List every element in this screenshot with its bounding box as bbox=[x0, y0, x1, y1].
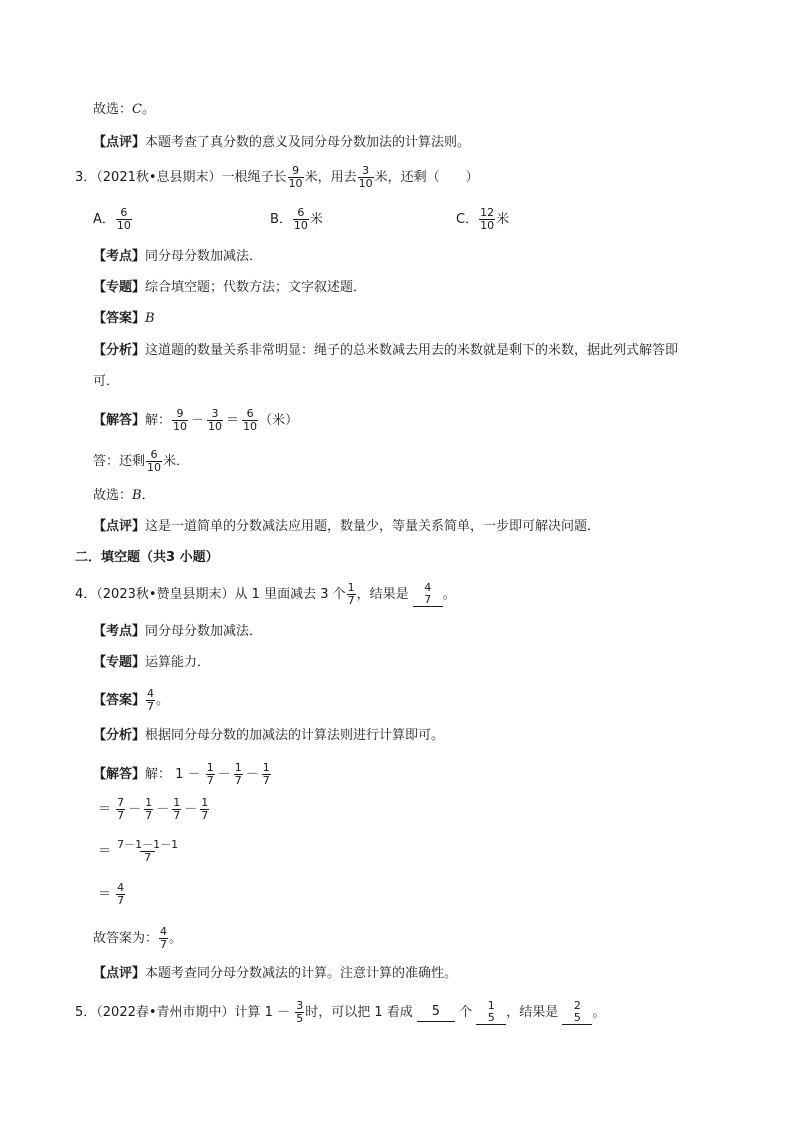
numerator: 4 bbox=[147, 687, 155, 700]
kaodian-text: 同分母分数加减法． bbox=[145, 624, 263, 639]
fraction bbox=[172, 797, 181, 822]
numerator: 1 bbox=[347, 581, 355, 594]
numerator: 9 bbox=[176, 407, 184, 420]
unit: （米） bbox=[259, 413, 299, 428]
fraction bbox=[288, 165, 304, 190]
q4-fenxi bbox=[93, 727, 444, 745]
q3-choice bbox=[93, 487, 155, 505]
q3-answer bbox=[93, 449, 189, 474]
section-title: 二．填空题（共3 小题） bbox=[75, 550, 219, 565]
operator: ＝ bbox=[98, 887, 112, 902]
q5-stem bbox=[75, 1000, 605, 1025]
numerator: 4 bbox=[160, 925, 168, 938]
question-number: 5． bbox=[75, 1005, 97, 1020]
option-unit: 米 bbox=[309, 212, 323, 227]
numerator: 1 bbox=[201, 796, 209, 809]
q3-fenxi bbox=[93, 342, 678, 360]
q3-option-c bbox=[456, 207, 509, 232]
q4-jieda bbox=[93, 762, 272, 787]
dianping-tag: 【点评】 bbox=[93, 966, 146, 981]
zhuanti-text: 运算能力． bbox=[145, 655, 211, 670]
denominator: 10 bbox=[480, 219, 495, 232]
fraction bbox=[295, 1000, 304, 1025]
numerator: 1 bbox=[234, 761, 242, 774]
denominator: 7 bbox=[160, 938, 168, 951]
denominator: 10 bbox=[288, 177, 303, 190]
q3-fenxi-cont bbox=[93, 373, 119, 391]
operator: － bbox=[156, 802, 170, 817]
answer-text: 。 bbox=[169, 931, 183, 946]
fenxi-text: 可． bbox=[93, 374, 120, 389]
numerator: 3 bbox=[362, 164, 370, 177]
q4-daan bbox=[93, 688, 169, 713]
fraction bbox=[116, 207, 132, 232]
operator: ＝ bbox=[226, 413, 240, 428]
stem-text: ，结果是 bbox=[356, 587, 409, 602]
daan-text: B bbox=[145, 311, 155, 326]
daan-tag: 【答案】 bbox=[93, 311, 146, 326]
choice-label: 故选： bbox=[93, 102, 133, 117]
answer-blank-2 bbox=[476, 1000, 506, 1025]
denominator: 5 bbox=[296, 1012, 304, 1025]
numerator: 6 bbox=[120, 206, 128, 219]
operator: ＝ bbox=[98, 802, 112, 817]
zhuanti-tag: 【专题】 bbox=[93, 655, 146, 670]
stem-text: ，结果是 bbox=[506, 1005, 559, 1020]
option-unit: 米 bbox=[496, 212, 510, 227]
fraction bbox=[207, 408, 223, 433]
denominator: 10 bbox=[358, 177, 373, 190]
stem-text: 。 bbox=[592, 1005, 606, 1020]
answer-blank-3 bbox=[562, 1000, 592, 1025]
question-number: 3． bbox=[75, 170, 97, 185]
answer-text: 故答案为： bbox=[93, 931, 159, 946]
q3-zhuanti bbox=[93, 279, 366, 297]
expr-lead: 1 － bbox=[175, 767, 201, 782]
denominator: 7 bbox=[117, 809, 125, 822]
choice-end: ． bbox=[141, 488, 155, 503]
jieda-text: 解： bbox=[145, 767, 172, 782]
choice-end: 。 bbox=[141, 102, 155, 117]
operator: － bbox=[217, 767, 231, 782]
fraction bbox=[262, 762, 271, 787]
denominator: 7 bbox=[424, 593, 432, 606]
numerator: 2 bbox=[573, 999, 581, 1012]
q4-step4 bbox=[98, 882, 126, 907]
numerator: 3 bbox=[296, 999, 304, 1012]
fraction bbox=[293, 207, 309, 232]
numerator: 4 bbox=[117, 881, 125, 894]
zhuanti-tag: 【专题】 bbox=[93, 280, 146, 295]
fraction bbox=[242, 408, 258, 433]
denominator: 10 bbox=[208, 420, 223, 433]
q3-option-a bbox=[93, 207, 133, 232]
denominator: 7 bbox=[145, 809, 153, 822]
numerator: 7 bbox=[117, 796, 125, 809]
answer-text: 米． bbox=[163, 454, 190, 469]
q3-kaodian bbox=[93, 248, 262, 266]
fenxi-tag: 【分析】 bbox=[93, 728, 146, 743]
denominator: 5 bbox=[573, 1011, 581, 1024]
q4-zhuanti bbox=[93, 654, 210, 672]
question-source: （2021秋•息县期末） bbox=[96, 170, 222, 185]
q4-step2 bbox=[98, 797, 210, 822]
numerator: 7－1－1－1 bbox=[117, 838, 179, 851]
kaodian-tag: 【考点】 bbox=[93, 624, 146, 639]
numerator: 1 bbox=[262, 761, 270, 774]
numerator: 6 bbox=[297, 206, 305, 219]
fraction bbox=[347, 582, 356, 607]
operator: － bbox=[245, 767, 259, 782]
denominator: 10 bbox=[116, 219, 131, 232]
comment-tag: 【点评】 bbox=[93, 135, 146, 150]
stem-text: 个 bbox=[459, 1005, 473, 1020]
numerator: 1 bbox=[206, 761, 214, 774]
denominator: 7 bbox=[262, 774, 270, 787]
fraction bbox=[479, 207, 495, 232]
numerator: 4 bbox=[424, 581, 432, 594]
stem-text: 。 bbox=[442, 587, 456, 602]
stem-text: 米，用去 bbox=[304, 170, 357, 185]
answer-text: 答：还剩 bbox=[93, 454, 146, 469]
jieda-tag: 【解答】 bbox=[93, 767, 146, 782]
comment-text: 本题考查了真分数的意义及同分母分数加法的计算法则。 bbox=[145, 135, 471, 150]
answer-blank-1: 5 bbox=[417, 1003, 455, 1022]
fraction bbox=[159, 926, 168, 951]
stem-text: 时，可以把 1 看成 bbox=[305, 1005, 413, 1020]
fraction bbox=[358, 165, 374, 190]
stem-text: 计算 1 － bbox=[234, 1005, 291, 1020]
fraction bbox=[116, 839, 179, 864]
stem-text: 从 1 里面减去 3 个 bbox=[234, 587, 346, 602]
denominator: 7 bbox=[117, 894, 125, 907]
denominator: 10 bbox=[147, 461, 162, 474]
question-source: （2023秋•赞皇县期末） bbox=[96, 587, 235, 602]
fraction bbox=[200, 797, 209, 822]
fenxi-text: 这道题的数量关系非常明显：绳子的总米数减去用去的米数就是剩下的米数，据此列式解答即 bbox=[145, 343, 679, 358]
numerator: 1 bbox=[145, 796, 153, 809]
daan-tag: 【答案】 bbox=[93, 693, 146, 708]
fraction bbox=[144, 797, 153, 822]
numerator: 12 bbox=[480, 206, 495, 219]
q4-step3 bbox=[98, 839, 180, 864]
kaodian-tag: 【考点】 bbox=[93, 249, 146, 264]
dianping-text: 本题考查同分母分数减法的计算。注意计算的准确性。 bbox=[145, 966, 458, 981]
fraction bbox=[573, 1000, 582, 1024]
q3-daan bbox=[93, 310, 155, 328]
question-number: 4． bbox=[75, 587, 97, 602]
choice-letter: C bbox=[132, 102, 142, 117]
q4-stem bbox=[75, 582, 456, 607]
denominator: 10 bbox=[293, 219, 308, 232]
fraction bbox=[116, 882, 125, 907]
choice-label: 故选： bbox=[93, 488, 133, 503]
q3-dianping bbox=[93, 518, 600, 536]
operator: － bbox=[191, 413, 205, 428]
numerator: 9 bbox=[292, 164, 300, 177]
dianping-tag: 【点评】 bbox=[93, 519, 146, 534]
kaodian-text: 同分母分数加减法． bbox=[145, 249, 263, 264]
question-source: （2022春•青州市期中） bbox=[96, 1005, 235, 1020]
q4-kaodian bbox=[93, 623, 262, 641]
numerator: 1 bbox=[487, 999, 495, 1012]
top-choice-line bbox=[93, 101, 155, 119]
operator: － bbox=[184, 802, 198, 817]
denominator: 7 bbox=[206, 774, 214, 787]
fraction bbox=[146, 449, 162, 474]
top-comment-line bbox=[93, 134, 470, 152]
denominator: 7 bbox=[140, 851, 155, 864]
denominator: 7 bbox=[201, 809, 209, 822]
q4-dianping bbox=[93, 965, 457, 983]
answer-blank bbox=[413, 582, 443, 607]
stem-text: 一根绳子长 bbox=[221, 170, 287, 185]
fraction bbox=[172, 408, 188, 433]
fraction bbox=[234, 762, 243, 787]
stem-text: 米，还剩（ ） bbox=[374, 170, 479, 185]
denominator: 5 bbox=[487, 1011, 495, 1024]
numerator: 3 bbox=[211, 407, 219, 420]
denominator: 10 bbox=[173, 420, 188, 433]
fraction bbox=[423, 582, 432, 606]
choice-letter: B bbox=[132, 488, 142, 503]
fenxi-tag: 【分析】 bbox=[93, 343, 146, 358]
fraction bbox=[487, 1000, 496, 1024]
denominator: 7 bbox=[173, 809, 181, 822]
jieda-text: 解： bbox=[145, 413, 172, 428]
fenxi-text: 根据同分母分数的加减法的计算法则进行计算即可。 bbox=[145, 728, 445, 743]
q3-stem bbox=[75, 165, 479, 190]
q3-option-b bbox=[270, 207, 323, 232]
numerator: 6 bbox=[150, 448, 158, 461]
dianping-text: 这是一道简单的分数减法应用题，数量少，等量关系简单，一步即可解决问题． bbox=[145, 519, 601, 534]
option-label: C． bbox=[456, 212, 479, 227]
denominator: 7 bbox=[234, 774, 242, 787]
numerator: 1 bbox=[173, 796, 181, 809]
numerator: 6 bbox=[246, 407, 254, 420]
denominator: 10 bbox=[243, 420, 258, 433]
option-label: A． bbox=[93, 212, 115, 227]
option-label: B． bbox=[270, 212, 292, 227]
daan-end: 。 bbox=[156, 693, 170, 708]
denominator: 7 bbox=[347, 594, 355, 607]
q3-jieda bbox=[93, 408, 298, 433]
q4-answer bbox=[93, 926, 182, 951]
operator: － bbox=[128, 802, 142, 817]
fraction bbox=[206, 762, 215, 787]
operator: ＝ bbox=[98, 844, 112, 859]
zhuanti-text: 综合填空题；代数方法；文字叙述题． bbox=[145, 280, 367, 295]
denominator: 7 bbox=[147, 700, 155, 713]
fraction bbox=[146, 688, 155, 713]
jieda-tag: 【解答】 bbox=[93, 413, 146, 428]
fraction bbox=[116, 797, 125, 822]
